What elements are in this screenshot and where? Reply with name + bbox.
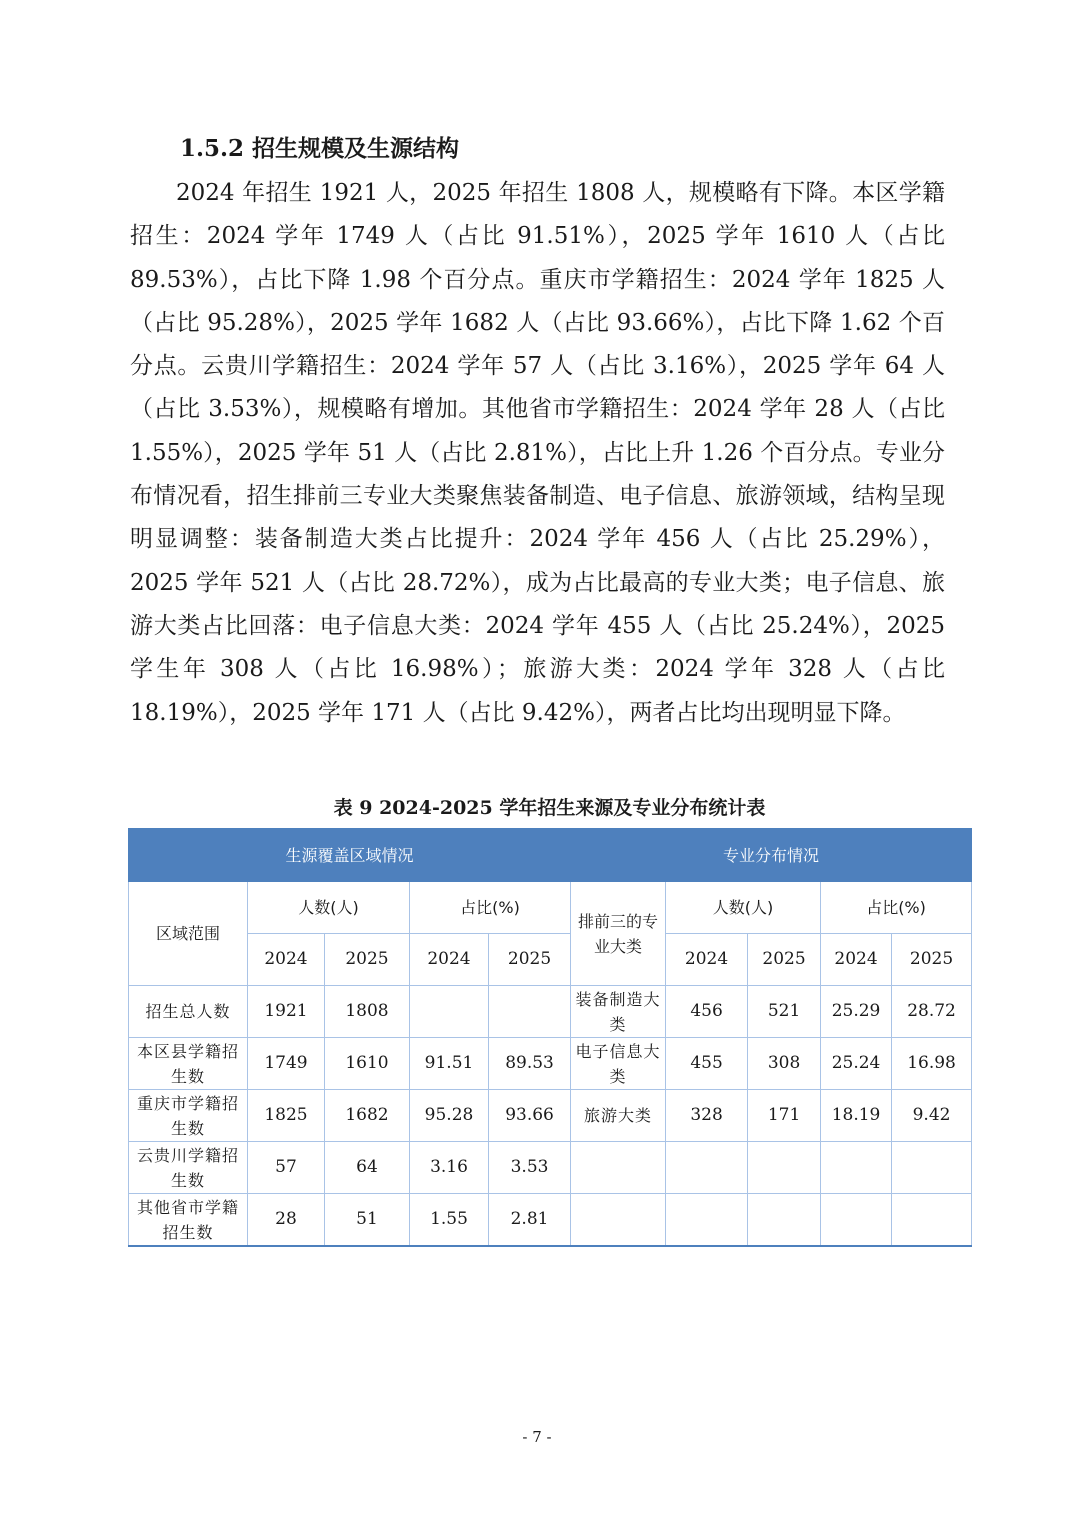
major-count-cell: 521 <box>748 986 821 1038</box>
major-ratio-cell: 25.29 <box>821 986 892 1038</box>
major-cell <box>571 1142 666 1194</box>
table-caption: 表 9 2024-2025 学年招生来源及专业分布统计表 <box>333 797 766 819</box>
count-cell: 1921 <box>248 986 325 1038</box>
major-ratio-cell: 9.42 <box>892 1090 972 1142</box>
ratio-cell <box>410 986 489 1038</box>
count-cell: 28 <box>248 1194 325 1247</box>
region-cell: 招生总人数 <box>129 986 248 1038</box>
count-cell: 1610 <box>325 1038 410 1090</box>
table-row <box>129 1194 972 1247</box>
year-header: 2024 <box>248 934 325 986</box>
page-number: - 7 - <box>522 1428 552 1446</box>
count-cell: 51 <box>325 1194 410 1247</box>
major-ratio-header: 占比(%) <box>821 882 972 934</box>
major-column-header: 排前三的专业大类 <box>571 882 666 986</box>
table-row <box>129 1142 972 1194</box>
ratio-cell: 91.51 <box>410 1038 489 1090</box>
major-count-header: 人数(人) <box>666 882 821 934</box>
region-coverage-band: 生源覆盖区域情况 <box>129 829 571 882</box>
table-row <box>129 986 972 1038</box>
region-cell: 重庆市学籍招生数 <box>129 1090 248 1142</box>
region-cell: 其他省市学籍招生数 <box>129 1194 248 1247</box>
major-ratio-cell <box>892 1194 972 1247</box>
count-cell: 1749 <box>248 1038 325 1090</box>
count-cell: 1808 <box>325 986 410 1038</box>
count-cell: 1825 <box>248 1090 325 1142</box>
major-cell: 电子信息大类 <box>571 1038 666 1090</box>
major-count-cell <box>666 1142 748 1194</box>
region-cell: 云贵川学籍招生数 <box>129 1142 248 1194</box>
major-count-cell <box>748 1194 821 1247</box>
major-distribution-band: 专业分布情况 <box>571 829 972 882</box>
ratio-cell: 93.66 <box>489 1090 571 1142</box>
major-count-cell <box>666 1194 748 1247</box>
ratio-cell: 3.16 <box>410 1142 489 1194</box>
ratio-cell: 89.53 <box>489 1038 571 1090</box>
ratio-cell: 2.81 <box>489 1194 571 1247</box>
count-cell: 64 <box>325 1142 410 1194</box>
year-header: 2024 <box>666 934 748 986</box>
major-ratio-cell: 18.19 <box>821 1090 892 1142</box>
year-header: 2025 <box>325 934 410 986</box>
ratio-cell: 1.55 <box>410 1194 489 1247</box>
major-cell: 旅游大类 <box>571 1090 666 1142</box>
major-ratio-cell <box>821 1194 892 1247</box>
major-cell <box>571 1194 666 1247</box>
major-ratio-cell <box>821 1142 892 1194</box>
major-count-cell: 308 <box>748 1038 821 1090</box>
year-header: 2025 <box>892 934 972 986</box>
major-ratio-cell: 28.72 <box>892 986 972 1038</box>
ratio-cell: 95.28 <box>410 1090 489 1142</box>
region-cell: 本区县学籍招生数 <box>129 1038 248 1090</box>
major-count-cell <box>748 1142 821 1194</box>
count-cell: 57 <box>248 1142 325 1194</box>
major-count-cell: 455 <box>666 1038 748 1090</box>
enrollment-table <box>128 828 972 1247</box>
major-count-cell: 171 <box>748 1090 821 1142</box>
major-ratio-cell <box>892 1142 972 1194</box>
region-ratio-header: 占比(%) <box>410 882 571 934</box>
major-ratio-cell: 25.24 <box>821 1038 892 1090</box>
major-cell: 装备制造大类 <box>571 986 666 1038</box>
major-count-cell: 328 <box>666 1090 748 1142</box>
table-row <box>129 1038 972 1090</box>
region-count-header: 人数(人) <box>248 882 410 934</box>
count-cell: 1682 <box>325 1090 410 1142</box>
ratio-cell: 3.53 <box>489 1142 571 1194</box>
year-header: 2025 <box>748 934 821 986</box>
table-row <box>129 1090 972 1142</box>
body-paragraph: 2024 年招生 1921 人，2025 年招生 1808 人，规模略有下降。本区学籍招生：2024 学年 1749 人（占比 91.51%），2025 学年 1610 人（占比 89.53%），占比下降 1.98 个百分点。重庆市学籍招生：2024 学年 1825 人（占比 95.28%），2025 学年 1682 人（占比 93.66%），占比下降 1.62 个百分点。云贵川学籍招生：2024 学年 57 人（占比 3.16%），2025 学年 64 人（占比 3.53%），规模略有增加。其他省市学籍招生：2024 学年 28 人（占比 1.55%），2025 学年 51 人（占比 2.81%），占比上升 1.26 个百分点。专业分布情况看，招生排前三专业大类聚焦装备制造、电子信息、旅游领域，结构呈现明显调整：装备制造大类占比提升：2024 学年 456 人（占比 25.29%），2025 学年 521 人（占比 28.72%），成为占比最高的专业大类；电子信息、旅游大类占比回落：电子信息大类：2024 学年 455 人（占比 25.24%），2025 学生年 308 人（占比 16.98%）；旅游大类：2024 学年 328 人（占比 18.19%），2025 学年 171 人（占比 9.42%），两者占比均出现明显下降。 <box>130 180 945 726</box>
major-ratio-cell: 16.98 <box>892 1038 972 1090</box>
major-count-cell: 456 <box>666 986 748 1038</box>
year-header: 2025 <box>489 934 571 986</box>
year-header: 2024 <box>410 934 489 986</box>
year-header: 2024 <box>821 934 892 986</box>
ratio-cell <box>489 986 571 1038</box>
region-column-header: 区域范围 <box>129 882 248 986</box>
section-heading: 1.5.2 招生规模及生源结构 <box>180 135 460 162</box>
